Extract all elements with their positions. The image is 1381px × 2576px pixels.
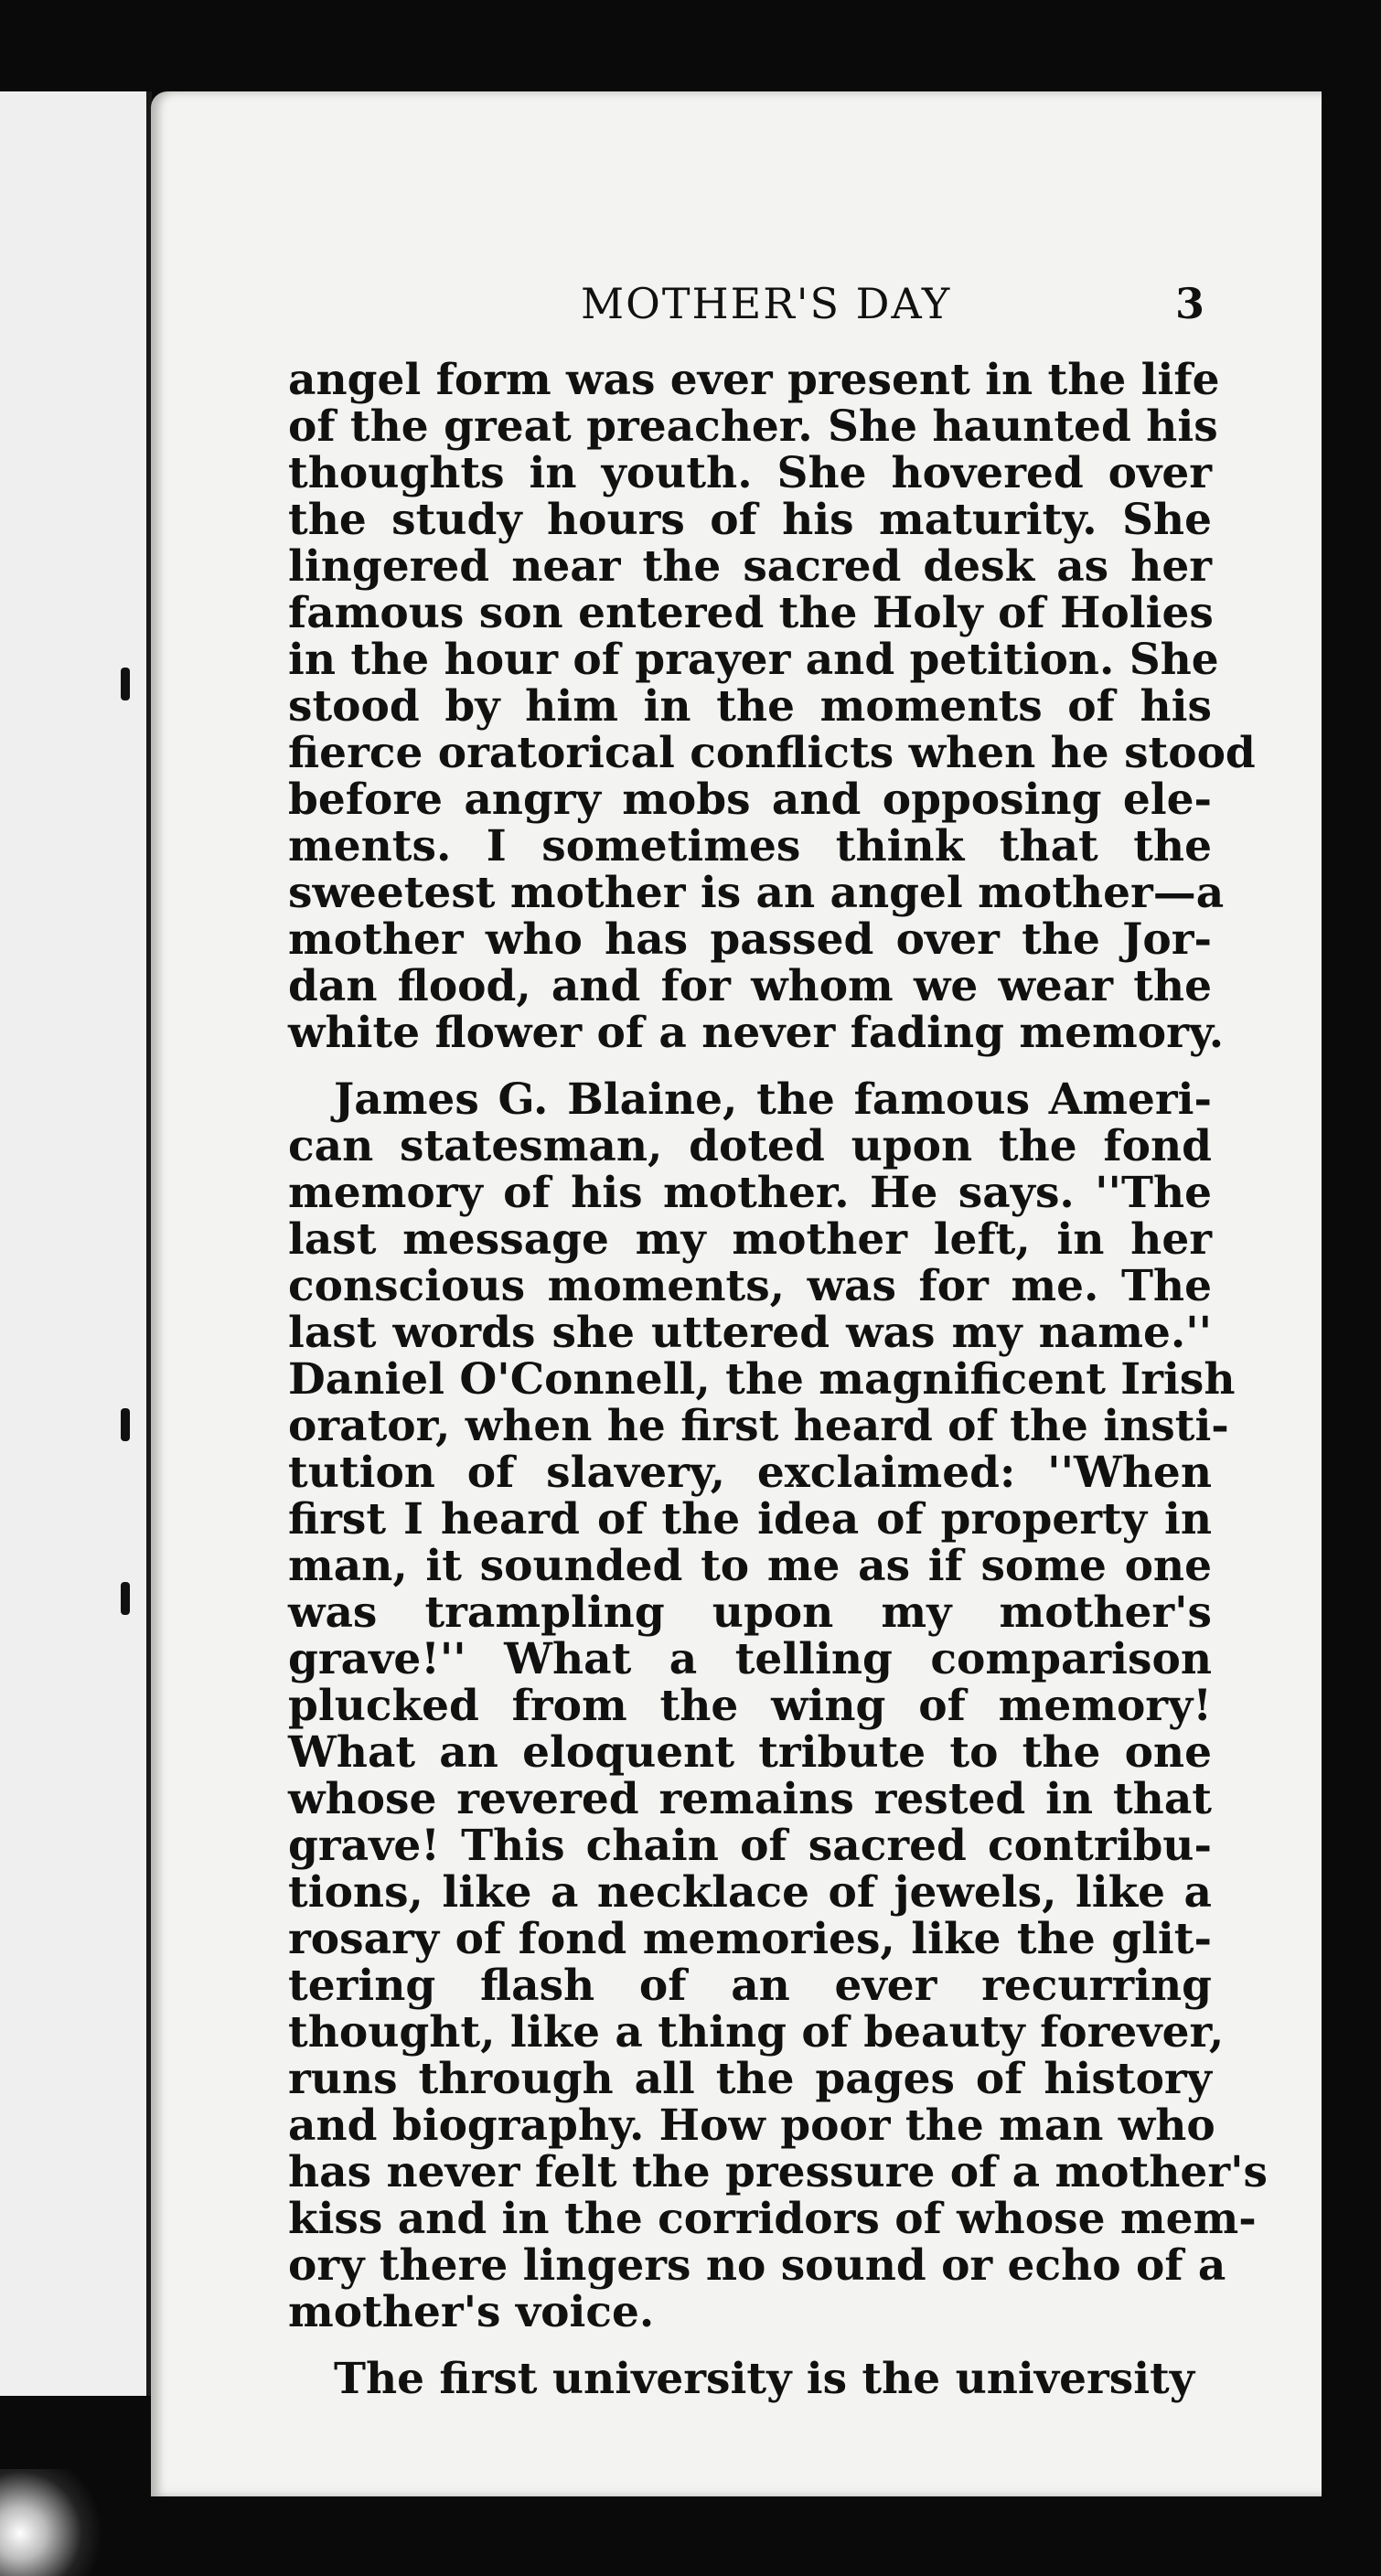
text-line: and biography. How poor the man who bbox=[288, 2100, 1215, 2151]
text-line: last words she uttered was my name.'' bbox=[288, 1308, 1212, 1358]
previous-page-edge bbox=[0, 91, 152, 2396]
text-line: the study hours of his maturity. She bbox=[288, 495, 1212, 545]
text-line: angel form was ever present in the life bbox=[288, 355, 1220, 405]
text-line: tions, like a necklace of jewels, like a bbox=[288, 1867, 1212, 1918]
paragraph-gap bbox=[288, 2336, 1212, 2356]
text-line: fierce oratorical conflicts when he stood bbox=[288, 728, 1256, 778]
text-line: before angry mobs and opposing ele- bbox=[288, 775, 1212, 825]
running-title: MOTHER'S DAY bbox=[581, 279, 952, 328]
text-line: The first university is the university bbox=[334, 2354, 1195, 2404]
paragraph bbox=[288, 355, 1256, 1058]
text-line: ments. I sometimes think that the bbox=[288, 821, 1212, 871]
page-number: 3 bbox=[1175, 279, 1207, 328]
scan-glare bbox=[0, 2469, 101, 2576]
paragraph bbox=[288, 2356, 1212, 2402]
book-page bbox=[151, 91, 1322, 2496]
text-line: kiss and in the corridors of whose mem- bbox=[288, 2194, 1257, 2244]
text-line: grave! This chain of sacred contribu- bbox=[288, 1821, 1212, 1871]
text-line: white flower of a never fading memory. bbox=[288, 1008, 1225, 1058]
text-line: whose revered remains rested in that bbox=[288, 1774, 1212, 1824]
text-line: was trampling upon my mother's bbox=[288, 1587, 1212, 1638]
text-line: orator, when he first heard of the insti- bbox=[288, 1401, 1229, 1451]
text-line: Daniel O'Connell, the magnificent Irish bbox=[288, 1354, 1236, 1405]
text-line: last message my mother left, in her bbox=[288, 1214, 1212, 1265]
text-line: famous son entered the Holy of Holies bbox=[288, 588, 1214, 638]
text-line: of the great preacher. She haunted his bbox=[288, 401, 1218, 452]
text-line: in the hour of prayer and petition. She bbox=[288, 635, 1219, 685]
text-line: plucked from the wing of memory! bbox=[288, 1681, 1212, 1731]
page-notch bbox=[121, 668, 130, 700]
text-line: James G. Blaine, the famous Ameri- bbox=[334, 1074, 1212, 1125]
text-line: man, it sounded to me as if some one bbox=[288, 1541, 1212, 1591]
text-line: thought, like a thing of beauty forever, bbox=[288, 2007, 1225, 2058]
text-line: sweetest mother is an angel mother—a bbox=[288, 868, 1225, 918]
text-line: thoughts in youth. She hovered over bbox=[288, 448, 1212, 498]
text-line: ory there lingers no sound or echo of a bbox=[288, 2240, 1226, 2291]
text-line: dan flood, and for whom we wear the bbox=[288, 961, 1212, 1011]
body-text bbox=[288, 355, 1268, 2404]
text-line: runs through all the pages of history bbox=[288, 2054, 1212, 2104]
text-line: tution of slavery, exclaimed: ''When bbox=[288, 1448, 1212, 1498]
text-line: first I heard of the idea of property in bbox=[288, 1494, 1212, 1545]
text-line: grave!'' What a telling comparison bbox=[288, 1634, 1212, 1684]
text-line: What an eloquent tribute to the one bbox=[288, 1727, 1212, 1778]
page-notch bbox=[121, 1582, 130, 1615]
paragraph bbox=[288, 1074, 1268, 2337]
paragraph-gap bbox=[288, 1056, 1212, 1076]
text-line: stood by him in the moments of his bbox=[288, 681, 1212, 732]
page-notch bbox=[121, 1408, 130, 1441]
text-line: conscious moments, was for me. The bbox=[288, 1261, 1212, 1311]
text-line: mother who has passed over the Jor- bbox=[288, 914, 1212, 965]
text-line: has never felt the pressure of a mother's bbox=[288, 2147, 1268, 2197]
text-line: rosary of fond memories, like the glit- bbox=[288, 1914, 1212, 1964]
text-line: mother's voice. bbox=[288, 2287, 655, 2337]
text-line: can statesman, doted upon the fond bbox=[288, 1121, 1212, 1171]
text-line: tering flash of an ever recurring bbox=[288, 1961, 1212, 2011]
text-line: memory of his mother. He says. ''The bbox=[288, 1168, 1212, 1218]
text-line: lingered near the sacred desk as her bbox=[288, 541, 1212, 592]
